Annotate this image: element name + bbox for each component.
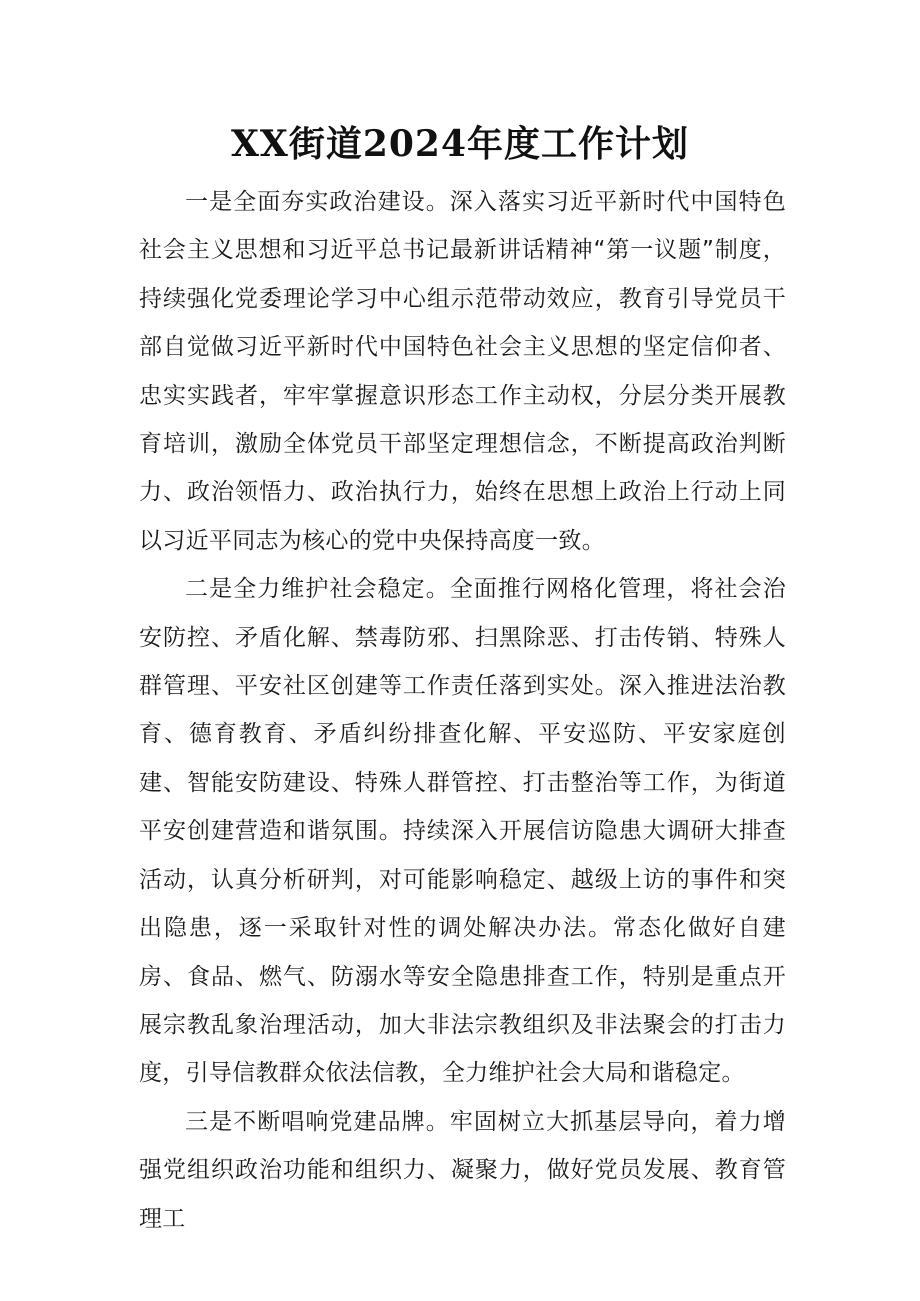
paragraph-social-stability: 二是全力维护社会稳定。全面推行网格化管理，将社会治安防控、矛盾化解、禁毒防邪、扫黑除恶、打击传销、特殊人群管理、平安社区创建等工作责任落到实处。深入推进法治教育、德育教育、矛盾纠纷排查化解、平安巡防、平安家庭创建、智能安防建设、特殊人群管控、打击整治等工作，为街道平安创建营造和谐氛围。持续深入开展信访隐患大调研大排查活动，认真分析研判，对可能影响稳定、越级上访的事件和突出隐患，逐一采取针对性的调处解决办法。常态化做好自建房、食品、燃气、防溺水等安全隐患排查工作，特别是重点开展宗教乱象治理活动，加大非法宗教组织及非法聚会的打击力度，引导信教群众依法信教，全力维护社会大局和谐稳定。 xyxy=(139,576,786,1087)
document-title: XX街道2024年度工作计划 xyxy=(230,123,690,165)
document-body xyxy=(139,178,786,1243)
paragraph-party-brand: 三是不断唱响党建品牌。牢固树立大抓基层导向，着力增强党组织政治功能和组织力、凝聚力，做好党员发展、教育管理工 xyxy=(139,1108,786,1232)
paragraph-political-building: 一是全面夯实政治建设。深入落实习近平新时代中国特色社会主义思想和习近平总书记最新讲话精神“第一议题”制度，持续强化党委理论学习中心组示范带动效应，教育引导党员干部自觉做习近平新时代中国特色社会主义思想的坚定信仰者、忠实实践者，牢牢掌握意识形态工作主动权，分层分类开展教育培训，激励全体党员干部坚定理想信念，不断提高政治判断力、政治领悟力、政治执行力，始终在思想上政治上行动上同以习近平同志为核心的党中央保持高度一致。 xyxy=(139,189,786,554)
